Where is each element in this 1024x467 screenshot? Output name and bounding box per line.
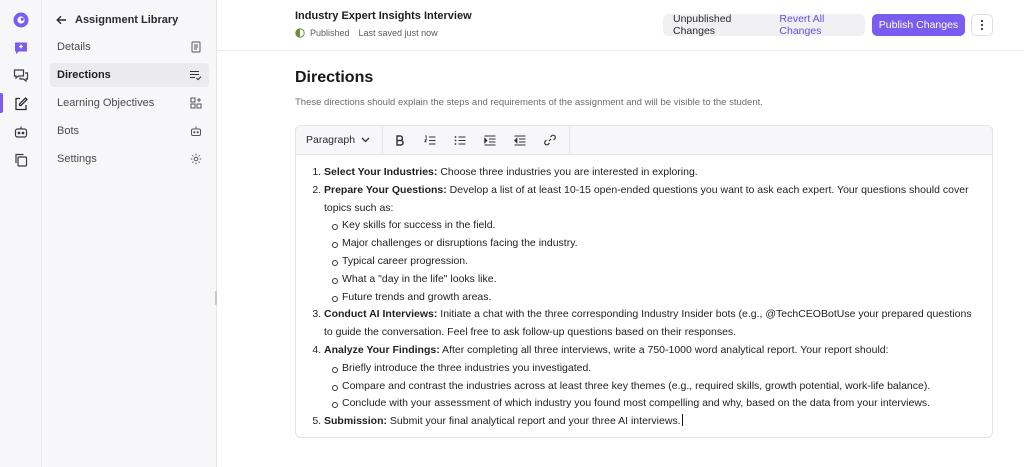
- sidebar-item-label: Directions: [57, 69, 111, 81]
- back-link-label: Assignment Library: [75, 14, 179, 26]
- list-item: Compare and contrast the industries across at least three key themes (e.g., required skills, growth potential, work-life balance).: [342, 378, 980, 396]
- list-item: [324, 342, 980, 413]
- editor-content[interactable]: [296, 155, 992, 431]
- copy-icon[interactable]: [11, 150, 31, 170]
- grid-plus-icon: [190, 97, 202, 109]
- sidebar-item-label: Details: [57, 41, 91, 53]
- unpublished-changes-label: Unpublished Changes: [673, 13, 732, 37]
- sub-list: [324, 217, 980, 306]
- sidebar-item-label: Settings: [57, 153, 97, 165]
- step-text: Choose three industries you are interested in exploring.: [437, 166, 698, 178]
- link-icon: [544, 134, 556, 146]
- directions-list: [312, 164, 980, 431]
- ordered-list-button[interactable]: [417, 130, 443, 150]
- editor-toolbar: [296, 126, 992, 155]
- outdent-button[interactable]: [507, 130, 533, 150]
- list-item: What a "day in the life" looks like.: [342, 271, 980, 289]
- list-check-icon: [189, 69, 202, 81]
- bullet-list-button[interactable]: [447, 130, 473, 150]
- arrow-left-icon: [56, 15, 67, 25]
- logo-icon[interactable]: [11, 10, 31, 30]
- sidebar-item-label: Learning Objectives: [57, 97, 155, 109]
- bot-icon: [190, 125, 202, 137]
- bullet-list-icon: [454, 135, 466, 146]
- sub-list: [324, 360, 980, 413]
- header-divider: [217, 50, 1024, 51]
- assignment-title: Industry Expert Insights Interview: [295, 10, 472, 22]
- revert-all-button[interactable]: Revert All Changes: [779, 13, 825, 37]
- publish-status: [295, 28, 438, 38]
- bold-button[interactable]: [387, 130, 413, 150]
- kebab-menu-icon: [980, 19, 984, 31]
- list-item: Key skills for success in the field.: [342, 217, 980, 235]
- sidebar-item-directions[interactable]: [50, 63, 209, 87]
- page-description: These directions should explain the steps and requirements of the assignment and will be visible to the student.: [295, 97, 763, 108]
- step-text: Develop a list of at least 10-15 open-ended questions you want to ask each expert. Your questions should cover topics such as:: [324, 183, 969, 214]
- messages-icon[interactable]: [11, 66, 31, 86]
- step-heading: Prepare Your Questions:: [324, 183, 447, 196]
- gear-icon: [190, 153, 202, 165]
- sidebar-item-bots[interactable]: [50, 119, 209, 143]
- sidebar-item-learning-objectives[interactable]: [50, 91, 209, 115]
- indent-icon: [484, 135, 496, 146]
- bot-icon[interactable]: [11, 122, 31, 142]
- icon-rail: [0, 0, 42, 467]
- rich-text-editor: [295, 125, 993, 438]
- list-item: Major challenges or disruptions facing the industry.: [342, 235, 980, 253]
- list-item: [324, 413, 980, 431]
- step-text: After completing all three interviews, write a 750-1000 word analytical report. Your report should:: [439, 343, 889, 356]
- bold-icon: [395, 135, 405, 146]
- publish-changes-button[interactable]: Publish Changes: [872, 14, 965, 36]
- toolbar-divider: [569, 126, 570, 155]
- chevron-down-icon: [361, 137, 370, 143]
- page-title: Directions: [295, 69, 374, 86]
- link-button[interactable]: [537, 130, 563, 150]
- text-cursor: [682, 414, 683, 426]
- edit-document-icon[interactable]: [11, 94, 31, 114]
- list-item: Conclude with your assessment of which industry you found most compelling and why, based on the data from your interviews.: [342, 395, 980, 413]
- document-icon: [190, 41, 202, 53]
- sidebar-item-details[interactable]: [50, 35, 209, 59]
- step-heading: Analyze Your Findings:: [324, 343, 440, 356]
- sidebar-item-label: Bots: [57, 125, 80, 137]
- outdent-icon: [514, 135, 526, 146]
- last-saved: Last saved just now: [358, 28, 438, 38]
- sidebar: [42, 0, 217, 467]
- list-item: Briefly introduce the three industries you investigated.: [342, 360, 980, 378]
- resize-handle[interactable]: [215, 291, 217, 305]
- active-indicator: [0, 93, 3, 113]
- step-text: Submit your final analytical report and your three AI interviews.: [387, 415, 681, 428]
- ordered-list-icon: [424, 135, 436, 146]
- indent-button[interactable]: [477, 130, 503, 150]
- list-item: [324, 182, 980, 307]
- step-text: Initiate a chat with the three corresponding Industry Insider bots (e.g., @TechCEOBotUse your prepared questions to guide the conversation. Feel free to ask follow-up questions based on their responses.: [324, 308, 972, 339]
- status-label: Published: [310, 28, 350, 38]
- step-heading: Select Your Industries:: [324, 166, 438, 178]
- chat-bubble-icon[interactable]: [11, 38, 31, 58]
- paragraph-style-label: Paragraph: [306, 134, 356, 146]
- list-item: [324, 164, 980, 182]
- sidebar-item-settings[interactable]: [50, 147, 209, 171]
- back-link[interactable]: [56, 11, 178, 29]
- list-item: [324, 306, 980, 342]
- step-heading: Conduct AI Interviews:: [324, 308, 438, 321]
- unpublished-changes-box: [663, 14, 865, 36]
- half-circle-status-icon: [295, 28, 305, 38]
- list-item: Typical career progression.: [342, 253, 980, 271]
- more-options-button[interactable]: [971, 14, 993, 36]
- paragraph-style-select[interactable]: [296, 126, 383, 155]
- step-heading: Submission:: [324, 415, 388, 428]
- list-item: Future trends and growth areas.: [342, 289, 980, 307]
